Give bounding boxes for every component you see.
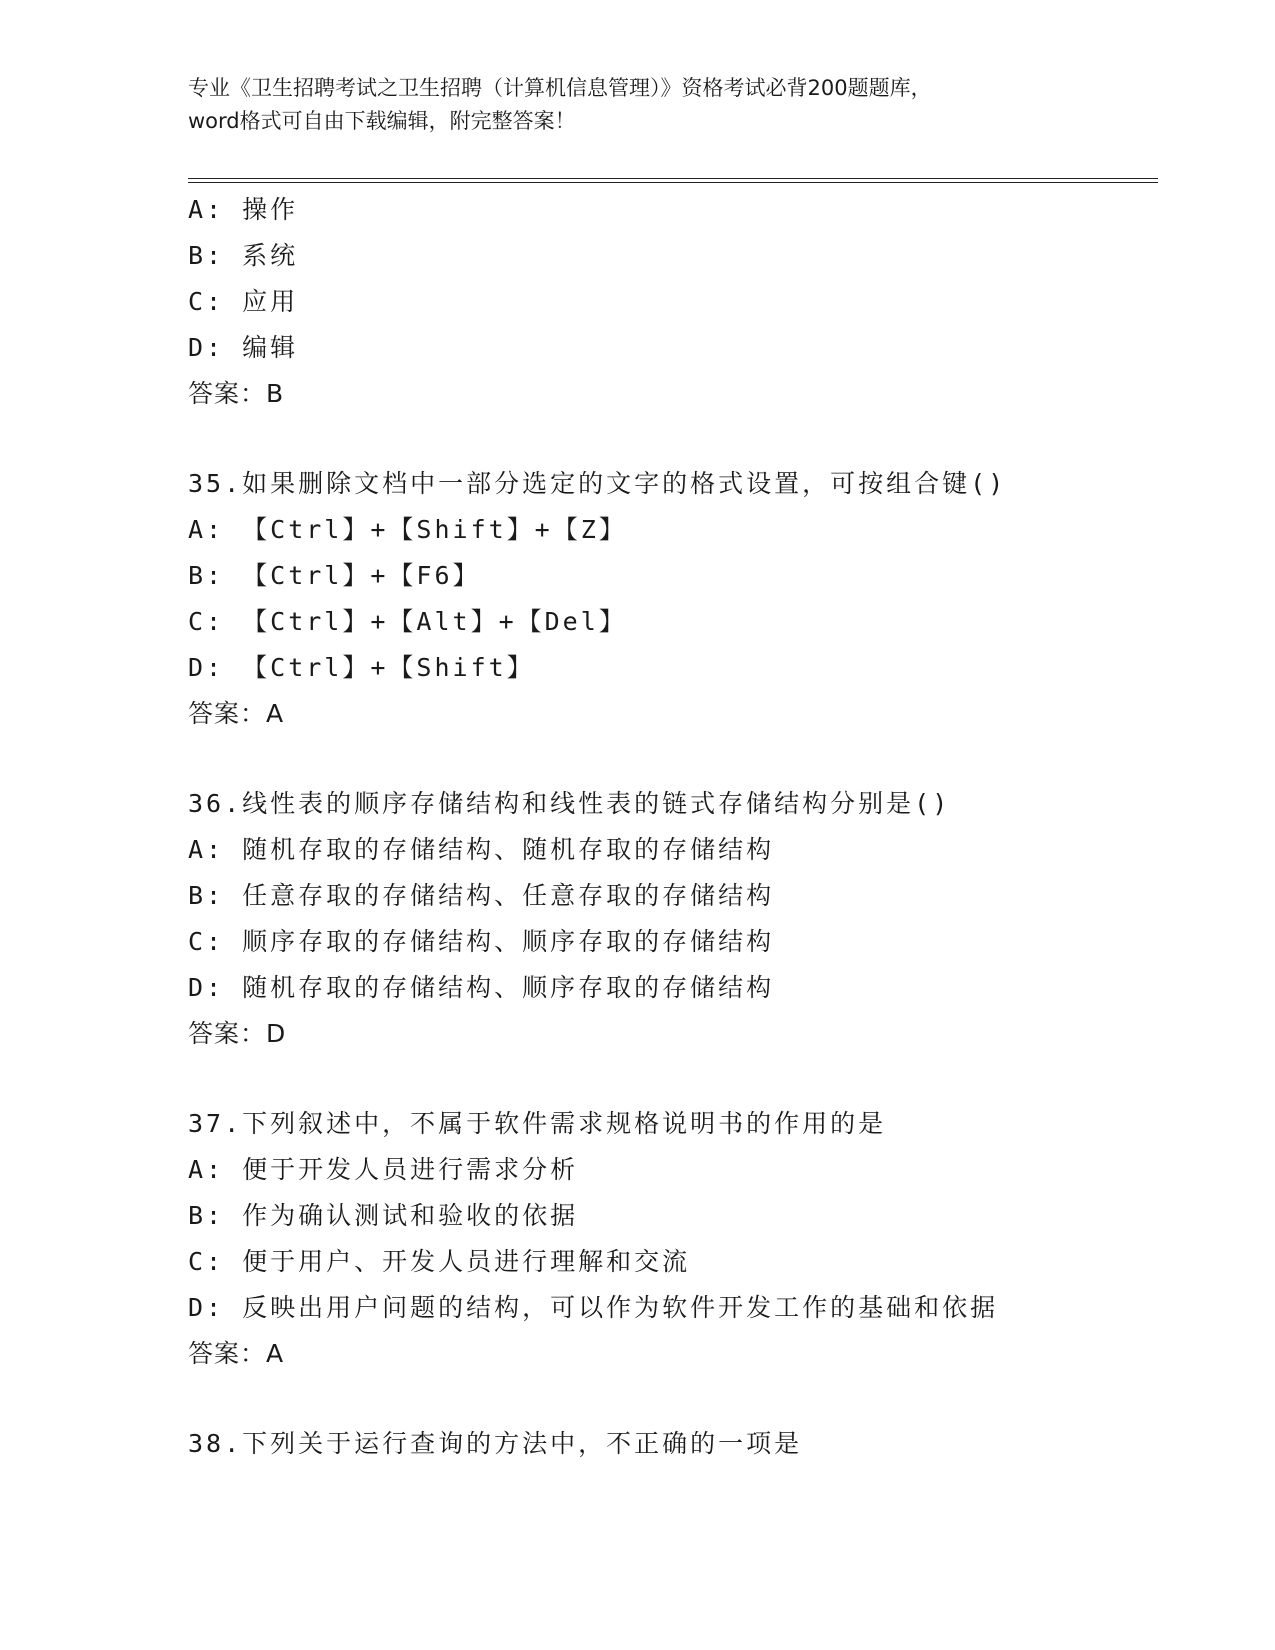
option-b: B: 【Ctrl】+【F6】 (188, 561, 481, 590)
option-c: C: 便于用户、开发人员进行理解和交流 (188, 1247, 691, 1276)
option-c: C: 应用 (188, 287, 299, 316)
question-block-36 (188, 781, 1158, 1057)
option-b: B: 系统 (188, 241, 299, 270)
header-title-line-2: word格式可自由下载编辑，附完整答案！ (188, 109, 576, 133)
option-a: A: 随机存取的存储结构、随机存取的存储结构 (188, 835, 775, 864)
option-c: C: 顺序存取的存储结构、顺序存取的存储结构 (188, 927, 775, 956)
header-title-line-1: 专业《卫生招聘考试之卫生招聘（计算机信息管理）》资格考试必背200题题库， (188, 76, 932, 100)
option-a: A: 【Ctrl】+【Shift】+【Z】 (188, 515, 627, 544)
header-divider-top (188, 178, 1158, 179)
question-text: 38.下列关于运行查询的方法中，不正确的一项是 (188, 1429, 803, 1458)
option-d: D: 随机存取的存储结构、顺序存取的存储结构 (188, 973, 775, 1002)
answer-line: 答案：A (188, 699, 285, 728)
spacer (188, 417, 1158, 461)
option-b: B: 任意存取的存储结构、任意存取的存储结构 (188, 881, 775, 910)
question-text: 36.线性表的顺序存储结构和线性表的链式存储结构分别是() (188, 789, 951, 818)
answer-line: 答案：A (188, 1339, 285, 1368)
question-block-37 (188, 1101, 1158, 1377)
question-text: 37.下列叙述中，不属于软件需求规格说明书的作用的是 (188, 1109, 887, 1138)
option-b: B: 作为确认测试和验收的依据 (188, 1201, 579, 1230)
option-c: C: 【Ctrl】+【Alt】+【Del】 (188, 607, 627, 636)
header-divider-bottom (188, 182, 1158, 183)
spacer (188, 1057, 1158, 1101)
question-block-38 (188, 1421, 1158, 1467)
question-list (188, 187, 1158, 1467)
option-d: D: 反映出用户问题的结构，可以作为软件开发工作的基础和依据 (188, 1293, 999, 1322)
spacer (188, 1377, 1158, 1421)
option-a: A: 便于开发人员进行需求分析 (188, 1155, 579, 1184)
option-d: D: 编辑 (188, 333, 299, 362)
answer-line: 答案：D (188, 1019, 287, 1048)
document-header (188, 72, 1088, 138)
question-text: 35.如果删除文档中一部分选定的文字的格式设置，可按组合键() (188, 469, 1007, 498)
question-block-34 (188, 187, 1158, 417)
question-block-35 (188, 461, 1158, 737)
answer-line: 答案：B (188, 379, 285, 408)
spacer (188, 737, 1158, 781)
option-d: D: 【Ctrl】+【Shift】 (188, 653, 535, 682)
option-a: A: 操作 (188, 195, 299, 224)
